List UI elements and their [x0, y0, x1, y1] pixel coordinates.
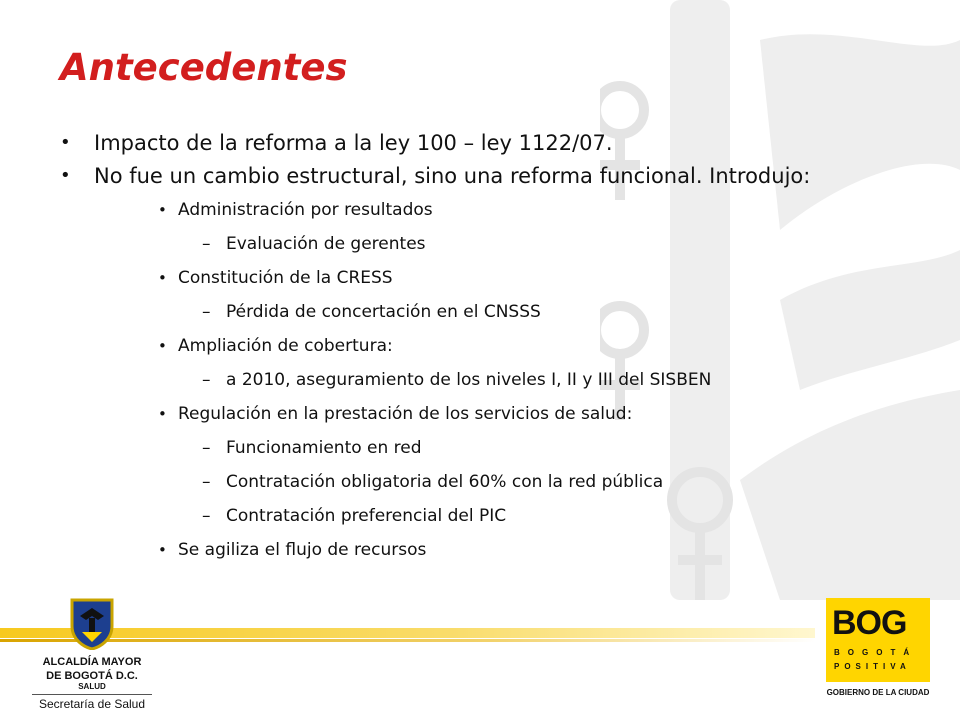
bullet-text: Ampliación de cobertura:	[178, 336, 393, 356]
gobierno-label: GOBIERNO DE LA CIUDAD	[826, 688, 930, 697]
bogota-shield-icon	[70, 598, 114, 650]
sub-bullet-item	[60, 403, 920, 425]
sub-bullet-item	[60, 267, 920, 289]
sub-sub-bullet-item	[60, 233, 920, 255]
bullet-icon: •	[158, 405, 167, 423]
bullet-item	[60, 163, 920, 189]
bullet-icon: •	[60, 132, 71, 153]
dash-icon: –	[202, 438, 211, 458]
bullet-text: Funcionamiento en red	[226, 438, 422, 458]
bullet-icon: •	[158, 337, 167, 355]
logo-line-alcaldia: ALCALDÍA MAYOR	[42, 656, 142, 668]
bullet-text: Pérdida de concertación en el CNSSS	[226, 302, 541, 322]
slide-title: Antecedentes	[60, 46, 348, 89]
sub-sub-bullet-item	[60, 369, 920, 391]
bullet-text: a 2010, aseguramiento de los niveles I, II y III del SISBEN	[226, 370, 712, 390]
dash-icon: –	[202, 506, 211, 526]
bullet-text: Administración por resultados	[178, 200, 433, 220]
bogota-positiva-logo	[823, 598, 933, 702]
bullet-list	[60, 130, 920, 573]
bullet-icon: •	[158, 201, 167, 219]
sub-sub-bullet-item	[60, 301, 920, 323]
logo-line-bogota: DE BOGOTÁ D.C.	[46, 670, 138, 682]
dash-icon: –	[202, 370, 211, 390]
sub-sub-bullet-item	[60, 437, 920, 459]
bullet-text: Contratación preferencial del PIC	[226, 506, 507, 526]
dash-icon: –	[202, 302, 211, 322]
bullet-text: Impacto de la reforma a la ley 100 – ley 1122/07.	[94, 131, 613, 155]
bullet-icon: •	[158, 541, 167, 559]
bullet-item	[60, 130, 920, 156]
alcaldia-logo	[32, 598, 152, 711]
bullet-text: Constitución de la CRESS	[178, 268, 393, 288]
sub-bullet-item	[60, 199, 920, 221]
sub-sub-bullet-item	[60, 505, 920, 527]
dash-icon: –	[202, 234, 211, 254]
dash-icon: –	[202, 472, 211, 492]
sub-bullet-item	[60, 539, 920, 561]
bog-yellow-box	[826, 598, 930, 682]
bullet-icon: •	[158, 269, 167, 287]
sub-bullet-item	[60, 335, 920, 357]
sub-sub-bullet-item	[60, 471, 920, 493]
bullet-icon: •	[60, 165, 71, 186]
logo-line-salud: SALUD	[78, 682, 106, 691]
bullet-text: Evaluación de gerentes	[226, 234, 426, 254]
bullet-text: Contratación obligatoria del 60% con la red pública	[226, 472, 664, 492]
bullet-text: Se agiliza el flujo de recursos	[178, 540, 427, 560]
bog-line-bogota: BOGOTÁ	[834, 648, 918, 657]
bog-mark: BOG	[832, 604, 907, 642]
bullet-text: Regulación en la prestación de los servicios de salud:	[178, 404, 633, 424]
bullet-text: No fue un cambio estructural, sino una reforma funcional. Introdujo:	[94, 164, 811, 188]
logo-line-secretaria: Secretaría de Salud	[32, 694, 152, 711]
bog-line-positiva: POSITIVA	[834, 662, 911, 671]
